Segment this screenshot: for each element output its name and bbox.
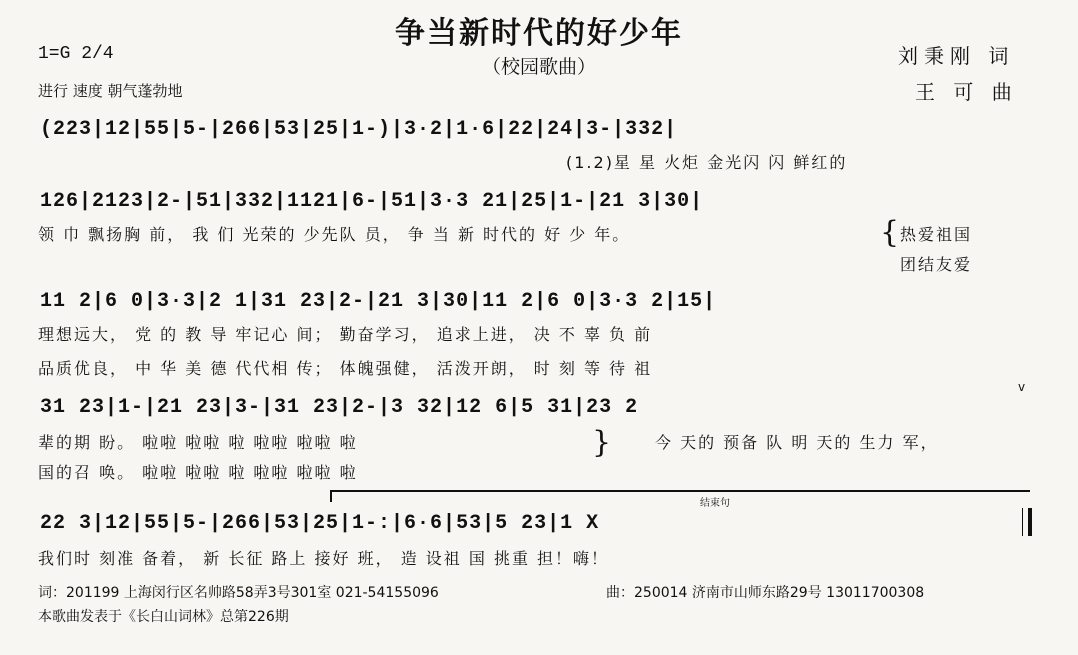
lyrics-line-3-verse-a: 理想远大， 党 的 教 导 牢记心 间； 勤奋学习， 追求上进， 决 不 辜 负 前 (38, 325, 653, 344)
song-subtitle: （校园歌曲） (481, 56, 596, 78)
final-barline-thin (1022, 508, 1023, 536)
lyrics-verse-a-start: 热爱祖国 (900, 225, 973, 244)
song-title: 争当新时代的好少年 (395, 16, 683, 51)
notation-line-3: 11 2|6 0|3·3|2 1|31 23|2-|21 3|30|11 2|6 0|3·3 2|15| (40, 290, 717, 313)
lyrics-line-1: (1.2)星 星 火炬 金光闪 闪 鲜红的 (566, 153, 848, 172)
lyricist-address: 词：201199 上海闵行区名帅路58弄3号301室 021-54155096 (38, 585, 439, 601)
lyrics-line-4-verse-a: 辈的期 盼。 啦啦 啦啦 啦 啦啦 啦啦 啦 (38, 433, 358, 452)
lyrics-line-5: 我们时 刻准 备着， 新 长征 路上 接好 班， 造 设祖 国 挑重 担！嗨！ (38, 549, 610, 568)
lyrics-line-4-verse-b: 国的召 唤。 啦啦 啦啦 啦 啦啦 啦啦 啦 (38, 463, 358, 482)
composer-address: 曲：250014 济南市山师东路29号 13011700308 (606, 585, 925, 601)
lyricist-credit: 刘秉刚 词 (898, 44, 1015, 68)
volta-bracket-left (330, 490, 332, 502)
lyrics-verse-b-start: 团结友爱 (900, 255, 973, 274)
lyrics-line-3-verse-b: 品质优良， 中 华 美 德 代代相 传； 体魄强健， 活泼开朗， 时 刻 等 待 祖 (38, 359, 653, 378)
lyrics-line-4-refrain: 今 天的 预备 队 明 天的 生力 军， (655, 433, 939, 452)
final-barline (1028, 508, 1032, 536)
notation-line-2: 126|2123|2-|51|332|1121|6-|51|3·3 21|25|1-|21 3|30| (40, 190, 704, 213)
verse-brace: { (880, 215, 900, 250)
publication-note: 本歌曲发表于《长白山词林》总第226期 (38, 609, 289, 625)
verse-close-brace: } (592, 425, 612, 460)
tempo-marking: 进行 速度 朝气蓬勃地 (38, 82, 183, 100)
ending-label: 结束句 (700, 498, 730, 509)
notation-line-5: 22 3|12|55|5-|266|53|25|1-:|6·6|53|5 23|1 X (40, 512, 600, 535)
key-signature: 1=G 2/4 (38, 44, 114, 64)
composer-credit: 王 可 曲 (915, 80, 1018, 104)
lyrics-line-2: 领 巾 飘扬胸 前， 我 们 光荣的 少先队 员， 争 当 新 时代的 好 少 年。 (38, 225, 631, 244)
notation-line-4: 31 23|1-|21 23|3-|31 23|2-|3 32|12 6|5 31|23 2 (40, 396, 639, 419)
breath-mark: v (1018, 380, 1026, 394)
notation-line-1: (223|12|55|5-|266|53|25|1-)|3·2|1·6|22|24|3-|332| (40, 118, 678, 141)
volta-bracket-line (330, 490, 1030, 492)
